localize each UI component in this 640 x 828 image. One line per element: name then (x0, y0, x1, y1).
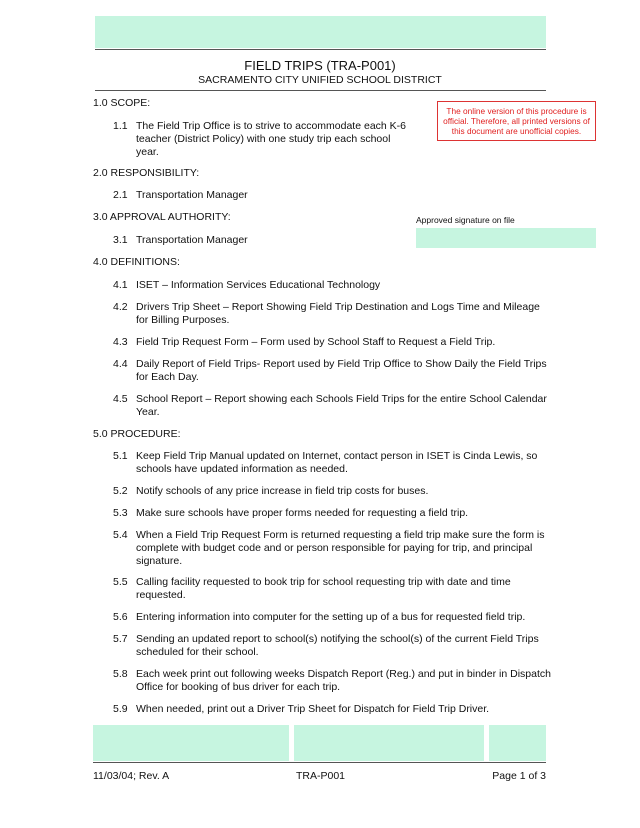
item-text: Daily Report of Field Trips- Report used by Field Trip Office to Show Daily the Field Trips for Each Day. (136, 358, 547, 383)
footer-date-revision: 11/03/04; Rev. A (93, 770, 170, 782)
item-text: Sending an updated report to school(s) notifying the school(s) of the current Field Trips scheduled for their school. (136, 633, 539, 658)
footer-page-number: Page 1 of 3 (492, 770, 546, 782)
item-number: 5.2 (113, 485, 128, 497)
page-title: FIELD TRIPS (TRA-P001) (244, 58, 396, 73)
item-text: Transportation Manager (136, 234, 248, 246)
section-heading: 2.0 RESPONSIBILITY: (93, 167, 200, 179)
item-text: ISET – Information Services Educational Technology (136, 279, 381, 291)
item-text: Entering information into computer for the setting up of a bus for requested field trip. (136, 611, 526, 623)
item-number: 3.1 (113, 234, 128, 246)
item-number: 5.1 (113, 450, 128, 462)
item-number: 5.4 (113, 529, 128, 541)
item-text: School Report – Report showing each Schools Field Trips for the entire School Calendar Year. (136, 393, 547, 418)
item-number: 2.1 (113, 189, 128, 201)
item-text: Each week print out following weeks Dispatch Report (Reg.) and put in binder in Dispatch Office for booking of bus driver for each trip. (136, 668, 551, 693)
footer-band-center (294, 725, 484, 761)
header-band (95, 16, 546, 48)
official-version-notice: The online version of this procedure is official. Therefore, all printed versions of this document are unofficial copies. (437, 101, 596, 141)
item-number: 1.1 (113, 120, 128, 132)
item-number: 4.3 (113, 336, 128, 348)
item-number: 4.1 (113, 279, 128, 291)
item-text: When a Field Trip Request Form is returned requesting a field trip make sure the form is complete with budget code and or person responsible for paying for trip, and principal signature. (136, 529, 545, 567)
section-heading: 1.0 SCOPE: (93, 97, 151, 109)
header-rule (95, 49, 546, 50)
signature-field (416, 228, 596, 248)
item-text: Keep Field Trip Manual updated on Internet, contact person in ISET is Cinda Lewis, so schools have updated information as needed. (136, 450, 538, 475)
footer-document-id: TRA-P001 (296, 770, 346, 782)
item-number: 5.7 (113, 633, 128, 645)
item-text: When needed, print out a Driver Trip Sheet for Dispatch for Field Trip Driver. (136, 703, 490, 715)
section-heading: 4.0 DEFINITIONS: (93, 256, 180, 268)
item-number: 5.8 (113, 668, 128, 680)
section-heading: 3.0 APPROVAL AUTHORITY: (93, 211, 231, 223)
item-text: Calling facility requested to book trip for school requesting trip with date and time requested. (136, 576, 511, 601)
item-number: 5.6 (113, 611, 128, 623)
title-rule (95, 90, 546, 91)
item-number: 4.5 (113, 393, 128, 405)
item-number: 5.5 (113, 576, 128, 588)
footer-rule (93, 762, 546, 763)
item-number: 4.4 (113, 358, 128, 370)
section-heading: 5.0 PROCEDURE: (93, 428, 181, 440)
footer-band-left (93, 725, 289, 761)
item-number: 5.9 (113, 703, 128, 715)
item-text: Make sure schools have proper forms needed for requesting a field trip. (136, 507, 469, 519)
item-text: Field Trip Request Form – Form used by School Staff to Request a Field Trip. (136, 336, 496, 348)
approval-note: Approved signature on file (416, 215, 515, 225)
item-text: Notify schools of any price increase in field trip costs for buses. (136, 485, 429, 497)
footer-band-right (489, 725, 546, 761)
item-number: 4.2 (113, 301, 128, 313)
district-name: SACRAMENTO CITY UNIFIED SCHOOL DISTRICT (198, 74, 442, 86)
item-text: Transportation Manager (136, 189, 248, 201)
item-text: Drivers Trip Sheet – Report Showing Field Trip Destination and Logs Time and Mileage for Billing Purposes. (136, 301, 540, 326)
item-number: 5.3 (113, 507, 128, 519)
item-text: The Field Trip Office is to strive to accommodate each K-6 teacher (District Policy) with one study trip each school year. (136, 120, 407, 158)
